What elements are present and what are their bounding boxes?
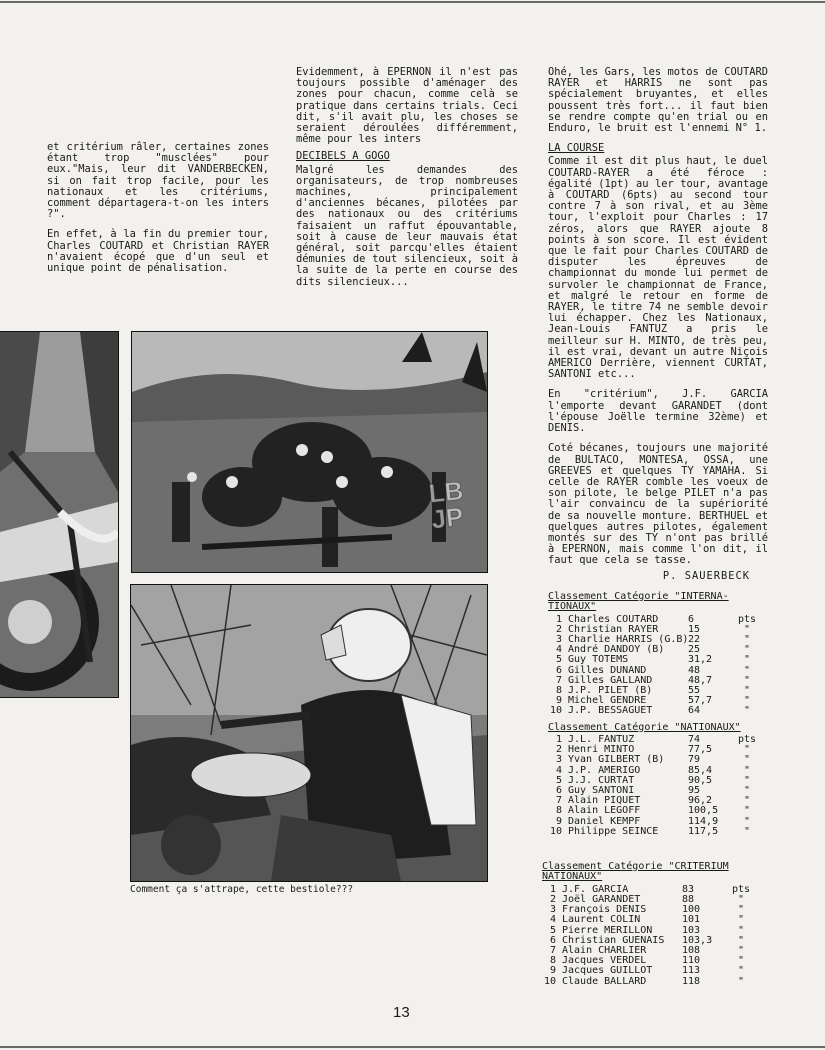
table-row: 6 Guy SANTONI 95 ": [555, 785, 751, 796]
paragraph: Malgré les demandes des organisateurs, de trop nombreuses machines, principalement d'anciennes bécanes, pilotées par des nationaux ou des critériums faisaient un raffut épouvantable, soit à cause de leur mauvais état général, soit parcqu'elles étaient démunies de tout silencieux, soit à la suite de la perte en course des dits silencieux...: [296, 163, 518, 288]
table-row: 7 Gilles GALLAND 48,7 ": [555, 674, 751, 686]
photo-image: [131, 585, 487, 881]
table-row: 5 Pierre MERILLON 103 ": [549, 924, 745, 936]
table-row: 7 Alain PIQUET 96,2 ": [555, 795, 751, 807]
photo-caption: Comment ça s'attrape, cette bestiole???: [130, 884, 354, 895]
table-title: Classement Catégorie "NATIONAUX": [548, 721, 741, 733]
table-row: 10 Philippe SEINCE 117,5 ": [549, 825, 751, 837]
table-row: 9 Daniel KEMPF 114,9 ": [555, 815, 751, 827]
table-row: 5 J.J. CURTAT 90,5 ": [555, 774, 751, 786]
table-row: 2 Joël GARANDET 88 ": [549, 894, 745, 906]
paragraph: Evidemment, à EPERNON il n'est pas toujours possible d'aménager des zones pour chacun, comme celà se pratique dans certains trials. Ceci dit, s'il avait plu, les choses se seraient déroulées différemment, même pour les inters: [296, 66, 518, 146]
photo-crowd: [131, 331, 488, 573]
table-row: 1 Charles COUTARD 6 pts: [555, 613, 757, 625]
top-rule: [0, 1, 825, 3]
paragraph: Ohé, les Gars, les motos de COUTARD RAYER et HARRIS ne sont pas spécialement bruyantes, et elles poussent très fort... il faut bien se rendre compte qu'en trial ou en Enduro, le bruit est l'ennemi N° 1.: [548, 66, 768, 135]
bottom-rule: [0, 1046, 825, 1048]
table-title: Classement Catégorie "CRITERIUM NATIONAUX": [542, 861, 729, 883]
paragraph: et critérium râler, certaines zones étant trop "musclées" pour eux."Mais, leur dit VANDERBECKEN, si on fait trop facile, pour les nationaux et les critériums, comment départagera-t-on les inters ?".: [47, 141, 269, 221]
table-row: 4 André DANDOY (B) 25 ": [555, 644, 751, 656]
table-row: 6 Gilles DUNAND 48 ": [555, 664, 751, 676]
section-heading: LA COURSE: [548, 142, 605, 155]
table-row: 7 Alain CHARLIER 108 ": [549, 945, 745, 957]
table-row: 2 Henri MINTO 77,5 ": [555, 744, 751, 756]
table-row: 1 J.F. GARCIA 83 pts: [549, 883, 751, 895]
table-row: 10 Claude BALLARD 118 ": [543, 975, 745, 987]
article-column-3: [548, 67, 768, 843]
paragraph: Coté bécanes, toujours une majorité de BULTACO, MONTESA, OSSA, une GREEVES et quelques TY YAMAHA. Si celle de RAYER comble les voeux de son pilote, le belge PILET n'a pas l'air convaincu de la supériorité de sa nouvelle monture. BERTHUEL et quelques autres pilotes, également montés sur des TY n'ont pas brillé à EPERNON, mais comme l'on dit, il faut que cela se tasse.: [548, 442, 768, 567]
table-row: 4 J.P. AMERIGO 85,4 ": [555, 764, 751, 776]
results-table-nationaux: [548, 723, 768, 837]
article-column-2: [296, 67, 518, 297]
section-heading: DECIBELS A GOGO: [296, 150, 390, 163]
table-row: 6 Christian GUENAIS 103,3 ": [549, 934, 745, 946]
table-row: 1 J.L. FANTUZ 74 pts: [555, 733, 757, 745]
table-row: 3 Yvan GILBERT (B) 79 ": [555, 754, 751, 766]
table-row: 8 Jacques VERDEL 110 ": [549, 955, 745, 967]
table-row: 3 Charlie HARRIS (G.B) 22 ": [555, 633, 751, 645]
page-number: 13: [393, 1004, 410, 1021]
photo-motorcycle-left: [0, 331, 119, 698]
table-row: 9 Jacques GUILLOT 113 ": [549, 965, 745, 977]
table-row: 9 Michel GENDRE 57,7 ": [555, 695, 751, 707]
table-row: 2 Christian RAYER 15 ": [555, 623, 751, 635]
table-title: Classement Catégorie "INTERNA- TIONAUX": [548, 590, 729, 613]
photo-image: [132, 332, 487, 572]
paragraph: En "critérium", J.F. GARCIA l'emporte devant GARANDET (dont l'épouse Joëlle termine 32ème) et DENIS.: [548, 388, 768, 435]
paragraph: Comme il est dit plus haut, le duel COUTARD-RAYER a été féroce : égalité (1pt) au ler tour, avantage à COUTARD (6pts) au second tour contre 7 à son rival, et au 3ème tour, l'exploit pour Charles : 17 zéros, alors que RAYER ajoute 8 points à son score. Il est évident que le fait pour Charles COUTARD de disputer les épreuves de championnat du monde lui permet de survoler le championnat de France, et malgré le retour en forme de RAYER, le titre 74 ne semble devoir lui échapper. Chez les Nationaux, Jean-Louis FANTUZ a pris le meilleur sur H. MINTO, de très peu, il est vrai, devant un autre Niçois AMERICO Derrière, viennent CURTAT, SANTONI etc...: [548, 155, 768, 381]
watermark-logo: LB JP: [427, 475, 465, 535]
results-table-criterium: [542, 862, 770, 987]
photo-image: [0, 332, 118, 697]
table-row: 10 J.P. BESSAGUET 64 ": [549, 705, 751, 717]
table-row: 4 Laurent COLIN 101 ": [549, 914, 745, 926]
table-row: 3 François DENIS 100 ": [549, 904, 745, 916]
table-row: 5 Guy TOTEMS 31,2 ": [555, 654, 751, 666]
results-table-internationaux: [548, 592, 768, 717]
article-column-1: [47, 142, 269, 283]
photo-rider: [130, 584, 488, 882]
table-row: 8 Alain LEGOFF 100,5 ": [555, 805, 751, 817]
table-row: 8 J.P. PILET (B) 55 ": [555, 684, 751, 696]
paragraph: En effet, à la fin du premier tour, Charles COUTARD et Christian RAYER n'avaient écopé que d'un seul et unique point de pénalisation.: [47, 228, 269, 275]
author-signature: P. SAUERBECK: [662, 569, 750, 582]
